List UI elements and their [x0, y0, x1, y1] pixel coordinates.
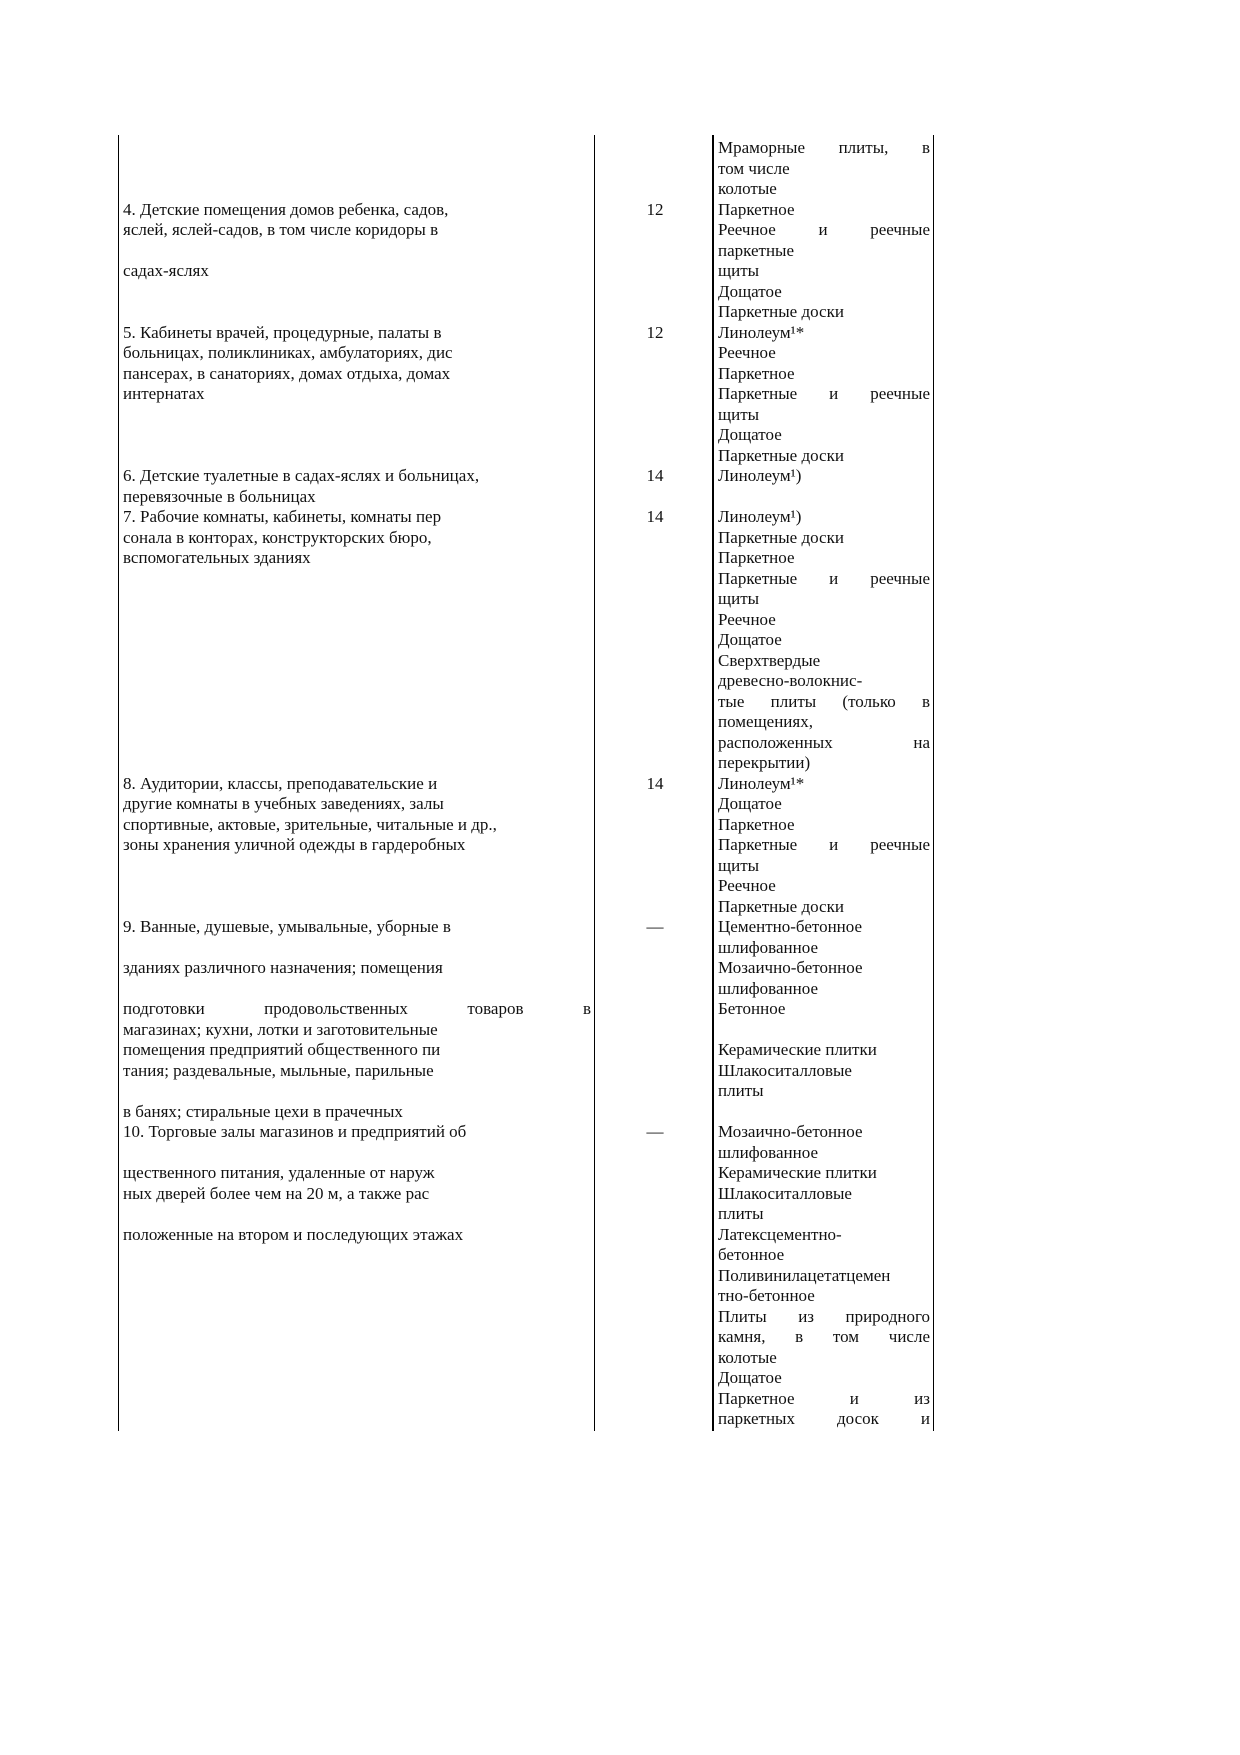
heat-absorption-value: 14	[646, 466, 664, 485]
floor-covering-line: Реечное	[718, 609, 776, 629]
room-description-line: ных дверей более чем на 20 м, а также рас	[123, 1183, 430, 1203]
floor-covering-line: помещениях,	[718, 712, 813, 731]
floor-covering-line: Поливинилацетатцемен	[718, 1265, 891, 1285]
table-border-left	[118, 135, 119, 1431]
room-description-line: пансерах, в санаториях, домах отдыха, домах	[123, 363, 451, 383]
room-description-line: 10. Торговые залы магазинов и предприятий об	[123, 1122, 467, 1141]
floor-covering-line: Линолеум¹)	[718, 466, 802, 485]
floor-covering-line: Реечное	[718, 876, 776, 895]
room-description-line: вспомогательных зданиях	[123, 548, 311, 567]
room-description-line: щественного питания, удаленные от наруж	[123, 1163, 435, 1182]
room-description-line: перевязочные в больницах	[123, 486, 316, 506]
floor-covering-line: Паркетные доски	[718, 896, 844, 916]
room-description-line: положенные на втором и последующих этажах	[123, 1224, 464, 1244]
floor-covering-line: шлифованное	[718, 978, 818, 998]
room-description-line: больницах, поликлиниках, амбулаториях, дис	[123, 343, 453, 362]
floor-covering-line: Цементно-бетонное	[718, 917, 863, 936]
room-description-line: 5. Кабинеты врачей, процедурные, палаты в	[123, 322, 442, 342]
floor-covering-line: колотые	[718, 1347, 777, 1367]
floor-covering-line: Линолеум¹)	[718, 507, 802, 526]
floor-covering-line: Паркетные и реечные	[718, 384, 930, 403]
floor-covering-line: Керамические плитки	[718, 1040, 877, 1059]
floor-covering-line: Паркетные доски	[718, 527, 844, 547]
floor-covering-line: Керамические плитки	[718, 1163, 877, 1182]
room-description-line: 6. Детские туалетные в садах-яслях и больницах,	[123, 466, 480, 485]
room-description-line: спортивные, актовые, зрительные, читальные и др.,	[123, 814, 497, 834]
floor-covering-line: тые плиты (только в	[718, 691, 930, 711]
heat-absorption-value: 12	[646, 322, 664, 342]
floor-covering-line: Бетонное	[718, 999, 786, 1018]
floor-covering-line: Дощатое	[718, 281, 782, 301]
floor-covering-line: Плиты из природного	[718, 1306, 930, 1326]
floor-covering-line: Паркетное	[718, 814, 795, 834]
floor-covering-line: щиты	[718, 404, 760, 424]
floor-covering-line: древесно-волокнис-	[718, 671, 863, 690]
floor-covering-line: Реечное и реечные	[718, 220, 930, 239]
room-description-line: 7. Рабочие комнаты, кабинеты, комнаты пер	[123, 507, 442, 526]
floor-covering-line: паркетные	[718, 240, 795, 260]
floor-covering-line: Латексцементно-	[718, 1224, 842, 1244]
floor-covering-line: Линолеум¹*	[718, 322, 805, 342]
floor-covering-line: щиты	[718, 261, 760, 280]
floor-covering-line: Паркетное	[718, 548, 795, 567]
table-border-coverings-left	[712, 135, 714, 1431]
floor-covering-line: Сверхтвердые	[718, 650, 821, 670]
floor-covering-line: Дощатое	[718, 794, 782, 813]
room-description-line: тания; раздевальные, мыльные, парильные	[123, 1060, 434, 1080]
floor-covering-line: камня, в том числе	[718, 1327, 930, 1346]
room-description-line: 4. Детские помещения домов ребенка, садов,	[123, 199, 449, 219]
floor-covering-line: тно-бетонное	[718, 1286, 815, 1305]
floor-covering-line: Паркетное	[718, 199, 795, 219]
floor-covering-line: щиты	[718, 855, 760, 875]
floor-covering-line: Мозаично-бетонное	[718, 958, 863, 977]
room-description-line: яслей, яслей-садов, в том числе коридоры в	[123, 220, 439, 239]
room-description-line: сонала в конторах, конструкторских бюро,	[123, 527, 432, 547]
floor-covering-line: Шлакоситалловые	[718, 1183, 852, 1203]
heat-absorption-value: 14	[646, 507, 664, 526]
floor-covering-line: бетонное	[718, 1245, 785, 1264]
floor-covering-line: Мраморные плиты, в	[718, 138, 930, 157]
floor-covering-line: Дощатое	[718, 1368, 782, 1387]
floor-covering-line: шлифованное	[718, 937, 818, 957]
heat-absorption-value: —	[646, 1122, 664, 1141]
floor-covering-line: Дощатое	[718, 630, 782, 649]
floor-covering-line: щиты	[718, 589, 760, 608]
floor-covering-line: Паркетные и реечные	[718, 835, 930, 854]
floor-covering-line: Реечное	[718, 343, 776, 362]
table-border-middle	[594, 135, 595, 1431]
floor-covering-line: Шлакоситалловые	[718, 1060, 852, 1080]
floor-covering-line: Линолеум¹*	[718, 773, 805, 793]
room-description-line: 9. Ванные, душевые, умывальные, уборные в	[123, 917, 451, 936]
room-description-line: интернатах	[123, 384, 205, 403]
floor-covering-line: Паркетное и из	[718, 1388, 930, 1408]
heat-absorption-value: 12	[646, 199, 664, 219]
floor-covering-line: Паркетное	[718, 363, 795, 383]
room-description-line: садах-яслях	[123, 261, 209, 280]
heat-absorption-value: —	[646, 917, 664, 936]
floor-covering-line: расположенных на	[718, 732, 930, 752]
room-description-line: 8. Аудитории, классы, преподавательские и	[123, 773, 438, 793]
heat-absorption-value: 14	[646, 773, 664, 793]
floor-covering-line: паркетных досок и	[718, 1409, 930, 1428]
floor-covering-line: Паркетные доски	[718, 302, 844, 321]
room-description-line: магазинах; кухни, лотки и заготовительные	[123, 1019, 438, 1039]
room-description-line: в банях; стиральные цехи в прачечных	[123, 1101, 403, 1121]
table-border-right	[933, 135, 934, 1431]
floor-covering-line: Паркетные доски	[718, 445, 844, 465]
room-description-line: помещения предприятий общественного пи	[123, 1040, 441, 1059]
floor-covering-line: Мозаично-бетонное	[718, 1122, 863, 1141]
room-description-line: зоны хранения уличной одежды в гардеробных	[123, 835, 466, 854]
floor-covering-line: плиты	[718, 1081, 764, 1100]
floor-covering-line: перекрытии)	[718, 753, 811, 772]
floor-covering-line: том числе	[718, 158, 790, 178]
floor-covering-line: шлифованное	[718, 1142, 818, 1162]
floor-covering-line: колотые	[718, 179, 777, 198]
floor-covering-line: Дощатое	[718, 425, 782, 444]
floor-covering-line: плиты	[718, 1204, 764, 1223]
room-description-line: подготовки продовольственных товаров в	[123, 999, 591, 1018]
room-description-line: другие комнаты в учебных заведениях, залы	[123, 794, 444, 813]
room-description-line: зданиях различного назначения; помещения	[123, 958, 443, 977]
floor-covering-line: Паркетные и реечные	[718, 568, 930, 588]
